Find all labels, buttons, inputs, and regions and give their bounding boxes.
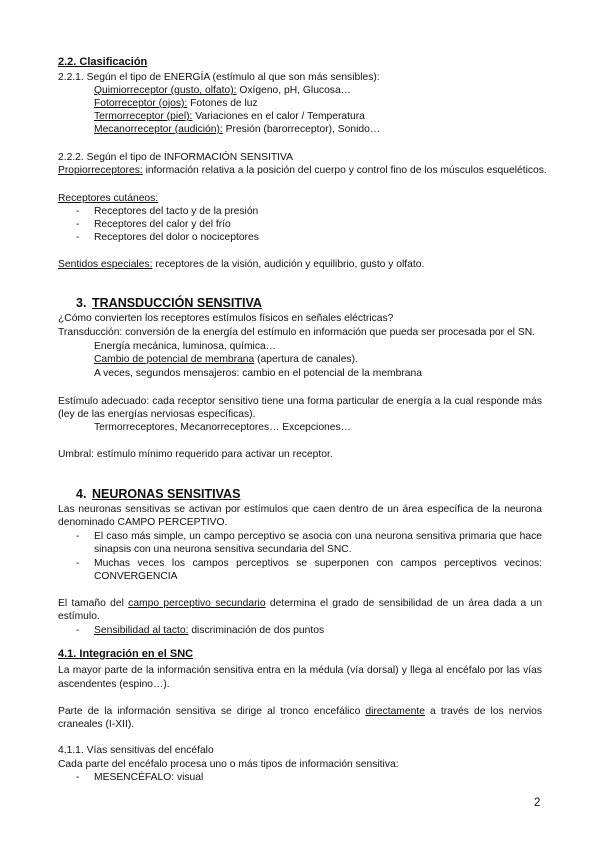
second-messengers: A veces, segundos mensajeros: cambio en el potencial de la membrana bbox=[94, 368, 422, 379]
touch-sensitivity-desc: discriminación de dos puntos bbox=[188, 625, 325, 636]
transduction-definition: Transducción: conversión de la energía del estímulo en información que pueda ser procesada por el SN. bbox=[58, 327, 535, 338]
adequate-stimulus-line1: Estímulo adecuado: cada receptor sensitivo tiene una forma particular de energía a la cual responde más bbox=[58, 396, 542, 407]
neurons-paragraph-line2: denominado CAMPO PERCEPTIVO. bbox=[58, 517, 228, 528]
bullet-dash: - bbox=[76, 558, 80, 569]
membrane-change-desc: (apertura de canales). bbox=[254, 354, 358, 365]
receptor-term: Fotorreceptor (ojos): bbox=[94, 98, 188, 109]
touch-sensitivity-term: Sensibilidad al tacto: bbox=[94, 625, 189, 636]
sensory-pathways-desc: Cada parte del encéfalo procesa uno o más tipos de información sensitiva: bbox=[58, 759, 399, 770]
field-size-post: determina el grado de sensibilidad de un área dada a un bbox=[265, 598, 542, 609]
brainstem-term: directamente bbox=[365, 706, 425, 717]
section-title: TRANSDUCCIÓN SENSITIVA bbox=[92, 296, 262, 310]
membrane-change-term: Cambio de potencial de membrana bbox=[94, 354, 255, 365]
especiales-line bbox=[58, 258, 424, 271]
page-number: 2 bbox=[534, 797, 541, 809]
receptor-line bbox=[94, 110, 365, 123]
field-size-pre: El tamaño del bbox=[58, 598, 129, 609]
cutaneos-title bbox=[58, 192, 158, 205]
integration-paragraph-line1: La mayor parte de la información sensitiva entra en la médula (vía dorsal) y llega al encéfalo por las vías bbox=[58, 665, 542, 676]
especiales-desc: receptores de la visión, audición y equilibrio, gusto y olfato. bbox=[152, 259, 425, 270]
receptor-examples: Termorreceptores, Mecanorreceptores… Excepciones… bbox=[94, 422, 351, 433]
bullet-dash: - bbox=[76, 232, 80, 243]
energy-subheading: 2.2.1. Según el tipo de ENERGÍA (estímulo al que son más sensibles): bbox=[58, 72, 380, 83]
list-item: Receptores del tacto y de la presión bbox=[94, 206, 259, 217]
receptor-line bbox=[94, 123, 380, 136]
bullet-dash: - bbox=[76, 206, 80, 217]
brainstem-pre: Parte de la información sensitiva se dirige al tronco encefálico bbox=[58, 706, 366, 717]
info-subheading: 2.2.2. Según el tipo de INFORMACIÓN SENSITIVA bbox=[58, 152, 294, 163]
sensory-pathways-subheading: 4.1.1. Vías sensitivas del encéfalo bbox=[58, 745, 214, 756]
list-item-line2: sinapsis con una neurona sensitiva secundaria del SNC. bbox=[94, 544, 352, 555]
adequate-stimulus-line2: (ley de las energías nerviosas específicas). bbox=[58, 409, 256, 420]
section-heading-3 bbox=[76, 296, 262, 311]
propio-term: Propiorreceptores: bbox=[58, 165, 143, 176]
section-heading-4-1: 4.1. Integración en el SNC bbox=[58, 648, 194, 660]
field-size-term: campo perceptivo secundario bbox=[128, 598, 266, 609]
integration-paragraph-line2: ascendentes (espino…). bbox=[58, 679, 170, 690]
list-item-line1: El caso más simple, un campo perceptivo se asocia con una neurona sensitiva primaria que hace bbox=[94, 531, 542, 542]
list-item-line2: CONVERGENCIA bbox=[94, 571, 178, 582]
propio-desc: información relativa a la posición del cuerpo y control fino de los músculos esqueléticos. bbox=[142, 165, 547, 176]
receptor-term: Quimiorreceptor (gusto, olfato): bbox=[94, 85, 237, 96]
energy-types: Energía mecánica, luminosa, química… bbox=[94, 341, 276, 352]
section-heading-4 bbox=[76, 487, 240, 502]
touch-sensitivity-line bbox=[94, 624, 324, 637]
bullet-dash: - bbox=[76, 625, 80, 636]
receptor-desc: Oxígeno, pH, Glucosa… bbox=[236, 85, 351, 96]
receptor-term: Termorreceptor (piel): bbox=[94, 111, 193, 122]
list-item: Receptores del dolor o nociceptores bbox=[94, 232, 259, 243]
brainstem-post: a través de los nervios bbox=[424, 706, 542, 717]
section-number: 3. bbox=[76, 296, 87, 310]
propio-line bbox=[58, 164, 547, 177]
brainstem-paragraph-line1 bbox=[58, 705, 542, 718]
threshold-definition: Umbral: estímulo mínimo requerido para activar un receptor. bbox=[58, 449, 333, 460]
especiales-term: Sentidos especiales: bbox=[58, 259, 153, 270]
section-heading-2-2: 2.2. Clasificación bbox=[58, 56, 148, 68]
receptor-term: Mecanorreceptor (audición): bbox=[94, 124, 223, 135]
list-item: Receptores del calor y del frío bbox=[94, 219, 231, 230]
bullet-dash: - bbox=[76, 531, 80, 542]
field-size-line2: estímulo. bbox=[58, 611, 100, 622]
list-item-line1: Muchas veces los campos perceptivos se superponen con campos perceptivos vecinos: bbox=[94, 558, 542, 569]
field-size-line1 bbox=[58, 597, 542, 610]
list-item: MESENCÉFALO: visual bbox=[94, 772, 204, 783]
membrane-change-line bbox=[94, 353, 358, 366]
receptor-line bbox=[94, 97, 258, 110]
bullet-dash: - bbox=[76, 219, 80, 230]
bullet-dash: - bbox=[76, 772, 80, 783]
section-title: NEURONAS SENSITIVAS bbox=[92, 487, 241, 501]
brainstem-paragraph-line2: craneales (I-XII). bbox=[58, 719, 135, 730]
cutaneos-title-text: Receptores cutáneos: bbox=[58, 193, 159, 204]
neurons-paragraph-line1: Las neuronas sensitivas se activan por estímulos que caen dentro de un área específica de la neurona bbox=[58, 504, 542, 515]
section-number: 4. bbox=[76, 487, 87, 501]
receptor-desc: Variaciones en el calor / Temperatura bbox=[192, 111, 365, 122]
transduction-question: ¿Cómo convierten los receptores estímulos físicos en señales eléctricas? bbox=[58, 313, 394, 324]
receptor-line bbox=[94, 84, 351, 97]
receptor-desc: Presión (barorreceptor), Sonido… bbox=[222, 124, 381, 135]
receptor-desc: Fotones de luz bbox=[187, 98, 258, 109]
